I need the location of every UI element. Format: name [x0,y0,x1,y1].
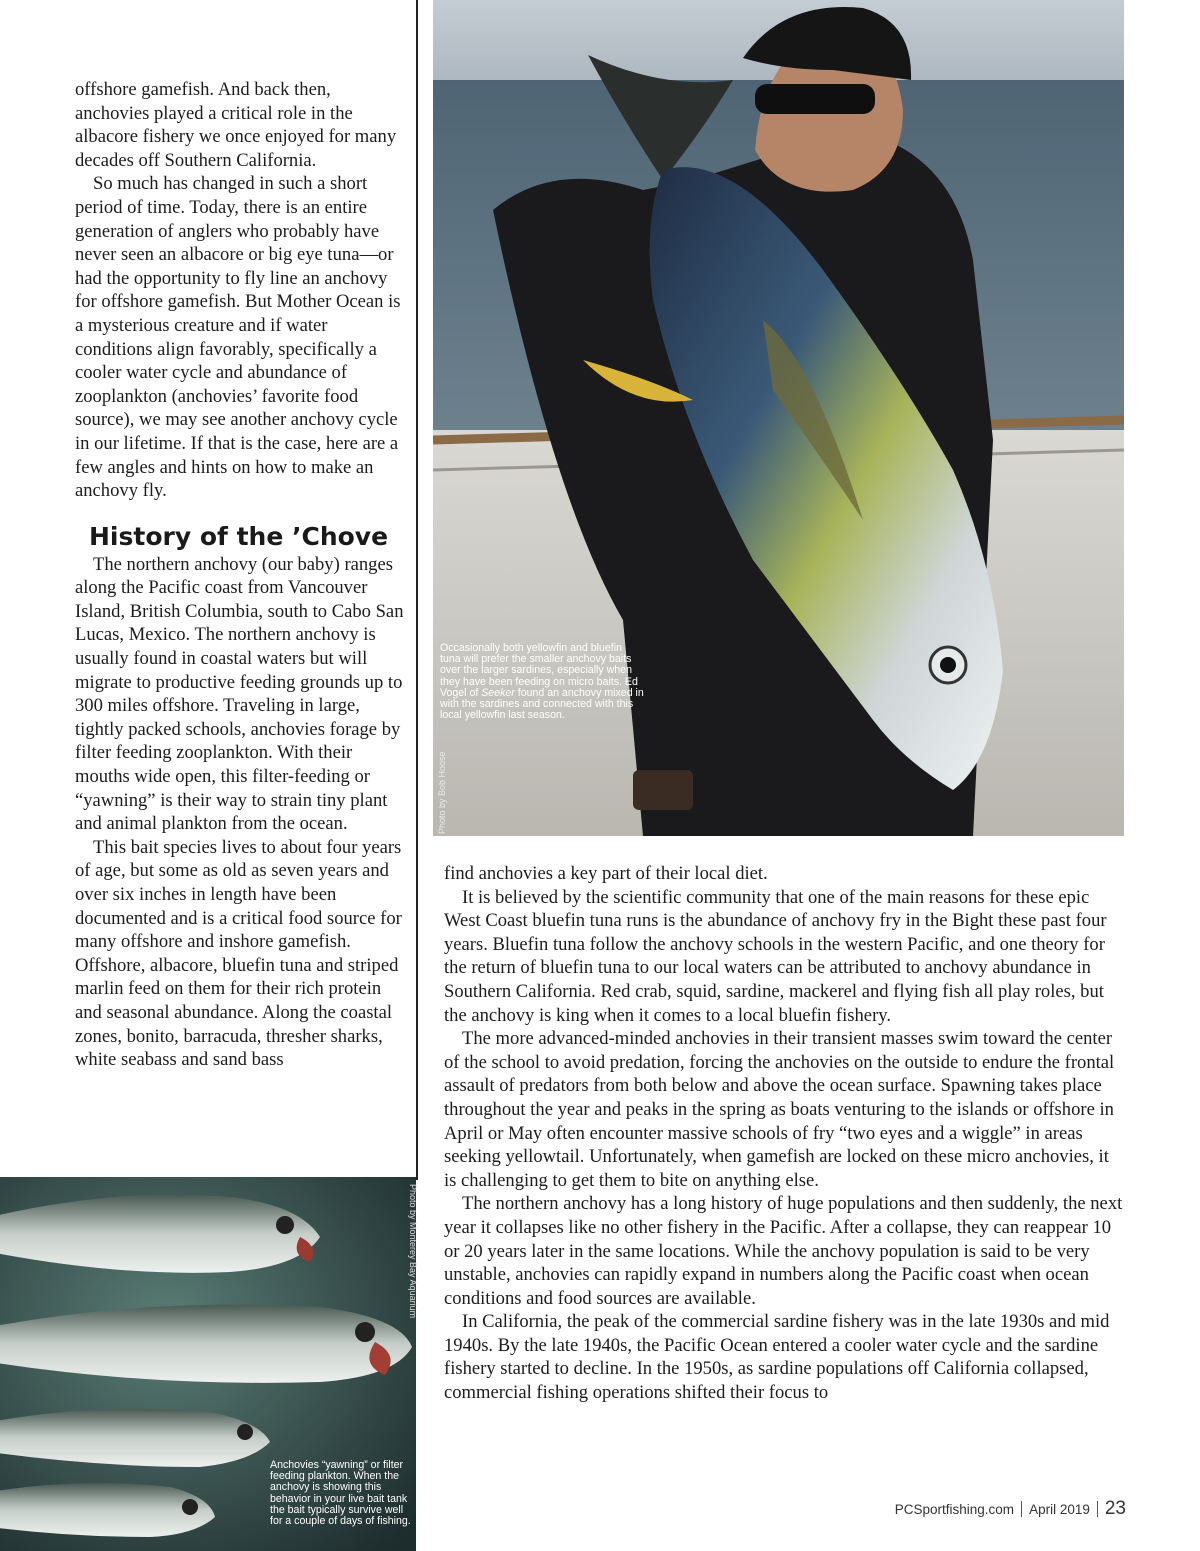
body-paragraph: So much has changed in such a short period of time. Today, there is an entire generation of anglers who probably have never seen an albacore or big eye tuna—or had the opportunity to fly line an anchovy for offshore gamefish. But Mother Ocean is a mysterious creature and if water conditions align favorably, specifically a cooler water cycle and abundance of zooplankton (anchovies’ favorite food source), we may see another anchovy cycle in our lifetime. If that is the case, here are a few angles and hints on how to make an anchovy fly. [75,173,401,502]
tuna-photo-caption: Occasionally both yellowfin and bluefin tuna will prefer the smaller anchovy baits over the larger sardines, especially when they have been feeding on micro baits. Ed Vogel of Seeker found an anchovy mixed in with the sardines and connected with this local yellowfin last season. [440,642,644,722]
footer-separator [1021,1501,1022,1517]
body-paragraph: It is believed by the scientific community that one of the main reasons for these epic West Coast bluefin tuna runs is the abundance of anchovy fry in the Bight these past four years. Bluefin tuna follow the anchovy schools in the western Pacific, and one theory for the return of bluefin tuna to our local waters can be attributed to anchovy abundance in Southern California. Red crab, squid, sardine, mackerel and flying fish all play roles, but the anchovy is king when it comes to a local bluefin fishery. [444,886,1107,1026]
body-paragraph: find anchovies a key part of their local diet. [444,863,768,884]
body-paragraph: The more advanced-minded anchovies in their transient masses swim toward the center of the school to avoid predation, forcing the anchovies on the outside to endure the frontal assault of predators from both below and above the ocean surface. Spawning takes place throughout the year and peaks in the spring as boats venturing to the islands or offshore in April or May often encounter massive schools of fry “two eyes and a wiggle” in areas seeking yellowtail. Unfortunately, when gamefish are locked on these micro anchovies, it is challenging to get them to bite on anything else. [444,1028,1115,1191]
body-paragraph: In California, the peak of the commercial sardine fishery was in the late 1930s and mid 1940s. By the late 1940s, the Pacific Ocean entered a cooler water cycle and the sardine fishery started to decline. In the 1950s, as sardine populations off California collapsed, commercial fishing operations shifted their focus to [444,1311,1110,1404]
footer-site: PCSportfishing.com [894,1501,1015,1517]
anchovy-photo-caption: Anchovies “yawning” or filter feeding plankton. When the anchovy is showing this behavior in your live bait tank the bait typically survive well for a couple of days of fishing. [270,1459,411,1528]
column-divider [416,0,418,1180]
footer-issue: April 2019 [1029,1501,1090,1517]
tuna-photo-credit: Photo by Bob Hoose [437,751,447,834]
body-paragraph: offshore gamefish. And back then, anchovies played a critical role in the albacore fishery we once enjoyed for many decades off Southern California. [75,79,397,171]
page-footer [895,1498,1126,1520]
page-number: 23 [1104,1498,1126,1519]
left-column [75,78,405,1072]
anchovy-photo-credit: Photo by Monterey Bay Aquarium [408,1184,418,1319]
right-column [444,862,1124,1405]
footer-separator [1097,1501,1098,1517]
body-paragraph: This bait species lives to about four years of age, but some as old as seven years and over six inches in length have been documented and is a critical food source for many offshore and inshore gamefish. Offshore, albacore, bluefin tuna and striped marlin feed on them for their rich protein and seasonal abundance. Along the coastal zones, bonito, barracuda, thresher sharks, white seabass and sand bass [75,836,402,1071]
body-paragraph: The northern anchovy (our baby) ranges along the Pacific coast from Vancouver Island, British Columbia, south to Cabo San Lucas, Mexico. The northern anchovy is usually found in coastal waters but will migrate to productive feeding grounds up to 300 miles offshore. Traveling in large, tightly packed schools, anchovies forage by filter feeding zooplankton. With their mouths wide open, this filter-feeding or “yawning” is their way to strain tiny plant and animal plankton from the ocean. [75,553,404,835]
section-heading: History of the ’Chove [89,521,389,551]
body-paragraph: The northern anchovy has a long history of huge populations and then suddenly, the next year it collapses like no other fishery in the Pacific. After a collapse, they can reappear 10 or 20 years later in the same locations. While the anchovy population is said to be very unstable, anchovies can rapidly expand in numbers along the Pacific coast when ocean conditions and food sources are available. [444,1193,1123,1309]
